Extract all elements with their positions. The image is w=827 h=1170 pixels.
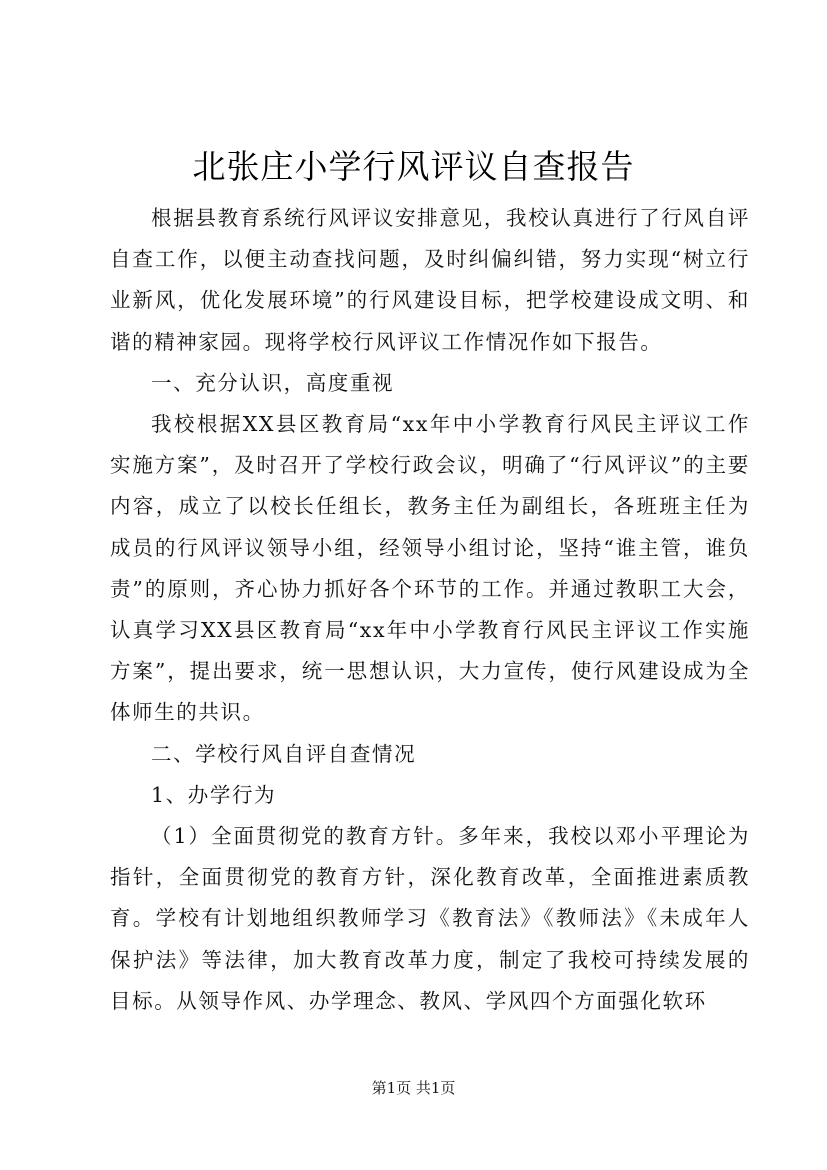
heading-section-1: 一、充分认识，高度重视 (151, 370, 395, 395)
document-body (110, 198, 750, 1022)
heading-section-2: 二、学校行风自评自查情况 (151, 741, 417, 766)
subheading-1: 1、办学行为 (151, 782, 277, 807)
paragraph-intro: 根据县教育系统行风评议安排意见，我校认真进行了行风自评自查工作，以便主动查找问题，及时纠偏纠错，努力实现“树立行业新风，优化发展环境”的行风建设目标，把学校建设成文明、和谐的精神家园。现将学校行风评议工作情况作如下报告。 (110, 206, 750, 354)
page-number: 第1页 共1页 (371, 1079, 456, 1097)
paragraph-section-1: 我校根据XX县区教育局“xx年中小学教育行风民主评议工作实施方案”，及时召开了学校行政会议，明确了“行风评议”的主要内容，成立了以校长任组长，教务主任为副组长，各班班主任为成员的行风评议领导小组，经领导小组讨论，坚持“谁主管，谁负责”的原则，齐心协力抓好各个环节的工作。并通过教职工大会，认真学习XX县区教育局“xx年中小学教育行风民主评议工作实施方案”，提出要求，统一思想认识，大力宣传，使行风建设成为全体师生的共识。 (110, 412, 750, 725)
paragraph-item-1: （1）全面贯彻党的教育方针。多年来，我校以邓小平理论为指针，全面贯彻党的教育方针，深化教育改革，全面推进素质教育。学校有计划地组织教师学习《教育法》《教师法》《未成年人保护法》等法律，加大教育改革力度，制定了我校可持续发展的目标。从领导作风、办学理念、教风、学风四个方面强化软环 (110, 824, 750, 1013)
document-title: 北张庄小学行风评议自查报告 (192, 147, 635, 186)
